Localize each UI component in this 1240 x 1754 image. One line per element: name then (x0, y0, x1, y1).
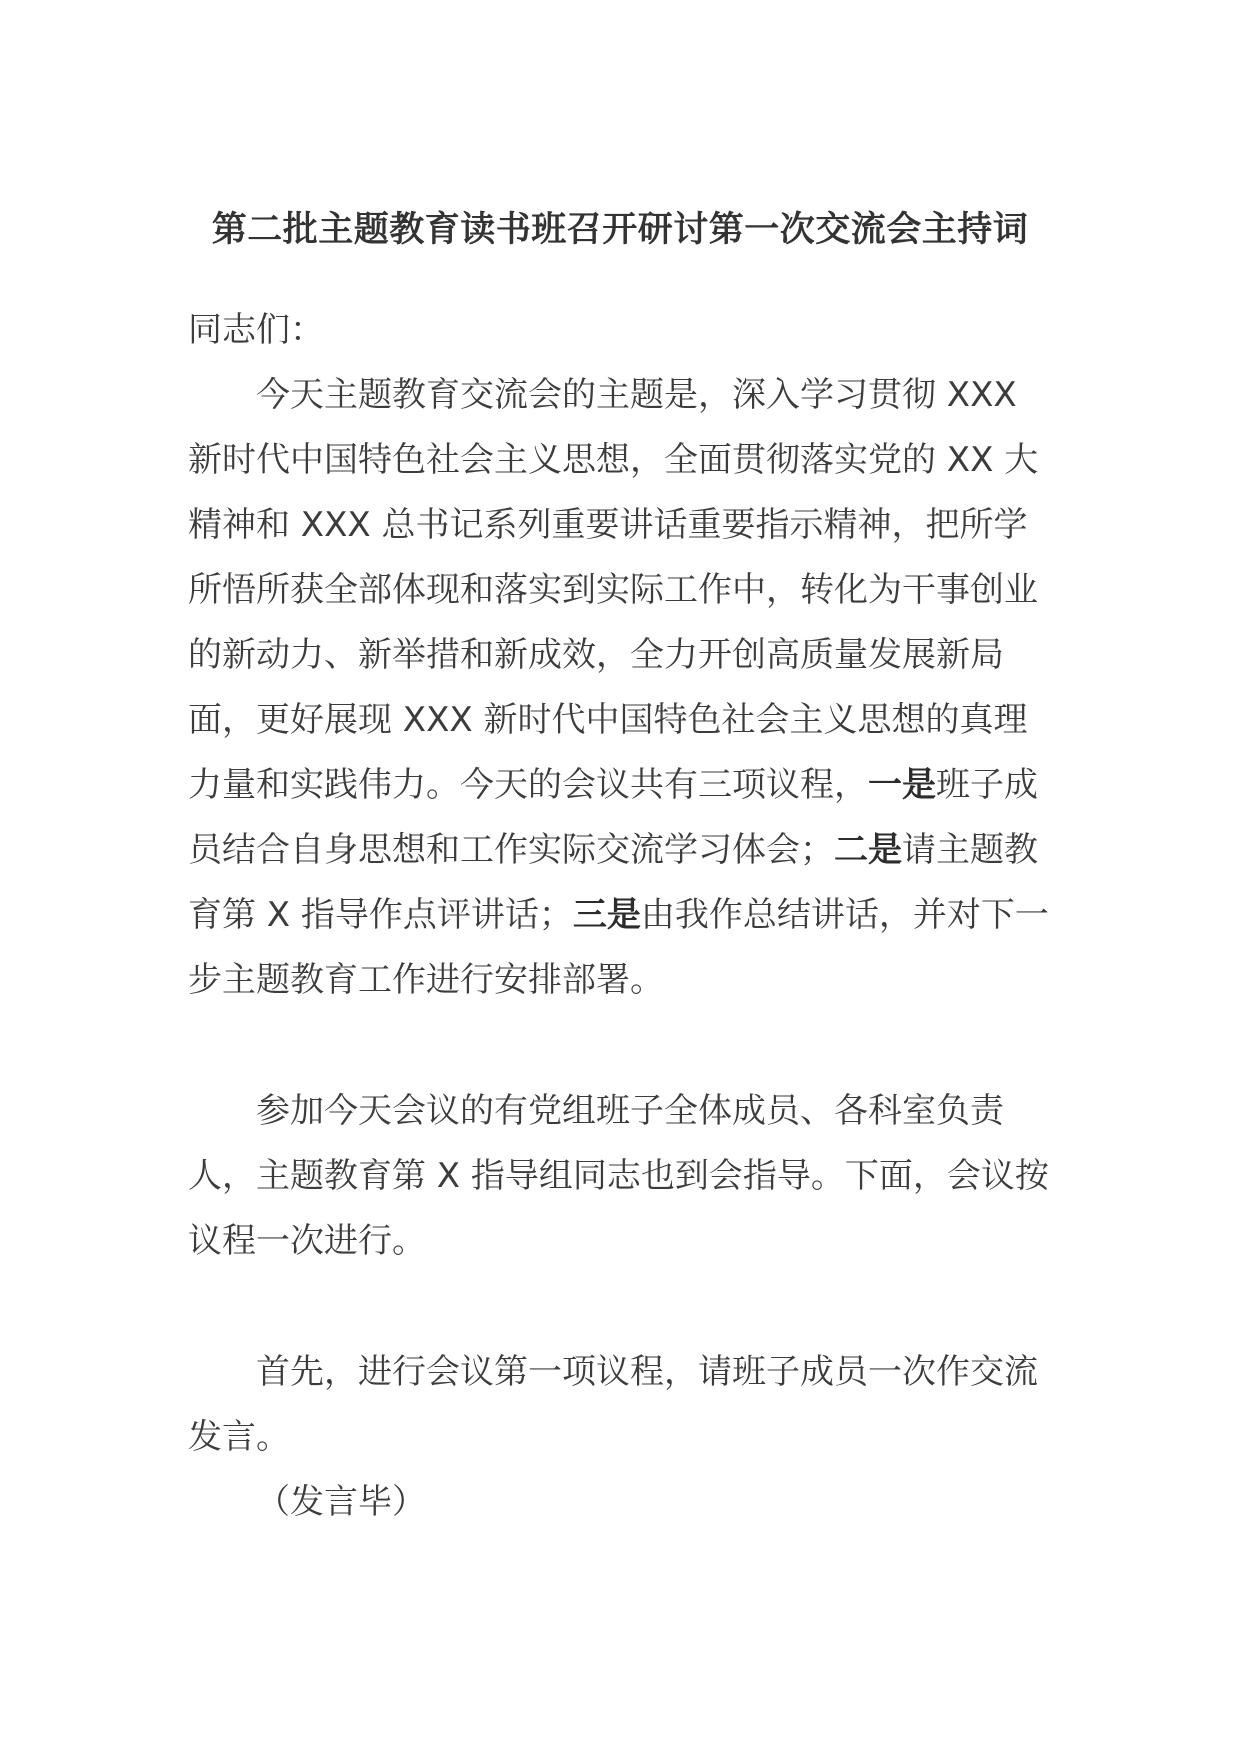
agenda-item-1-text: 班子成员结合自身思想和工作实际交流学习体会； (188, 765, 1038, 870)
paragraph-attendees: 参加今天会议的有党组班子全体成员、各科室负责人，主题教育第 X 指导组同志也到会指导。下面，会议按议程一次进行。 (188, 1091, 1049, 1261)
paragraph-theme-agenda (188, 363, 1058, 1013)
agenda-item-1-label: 一是 (868, 765, 936, 805)
agenda-item-2-label: 二是 (834, 830, 902, 870)
agenda-item-3-text: 由我作总结讲话，并对下一步主题教育工作进行安排部署。 (188, 895, 1049, 1000)
salutation: 同志们： (188, 310, 324, 350)
agenda-item-3-label: 三是 (572, 895, 641, 935)
paragraph-intro: 今天主题教育交流会的主题是，深入学习贯彻 XXX 新时代中国特色社会主义思想，全面贯彻落实党的 XX 大精神和 XXX 总书记系列重要讲话重要指示精神，把所学所悟所获全部体现和落实到实际工作中，转化为干事创业的新动力、新举措和新成效，全力开创高质量发展新局面，更好展现 XXX 新时代中国特色社会主义思想的真理力量和实践伟力。今天的会议共有三项议程， (188, 375, 1039, 805)
paragraph-first-agenda: 首先，进行会议第一项议程，请班子成员一次作交流发言。 (188, 1352, 1038, 1457)
paragraph-speech-end: （发言毕） (256, 1482, 426, 1522)
agenda-item-2-text: 请主题教育第 X 指导作点评讲话； (188, 830, 1038, 935)
document-title: 第二批主题教育读书班召开研讨第一次交流会主持词 (211, 210, 1029, 250)
